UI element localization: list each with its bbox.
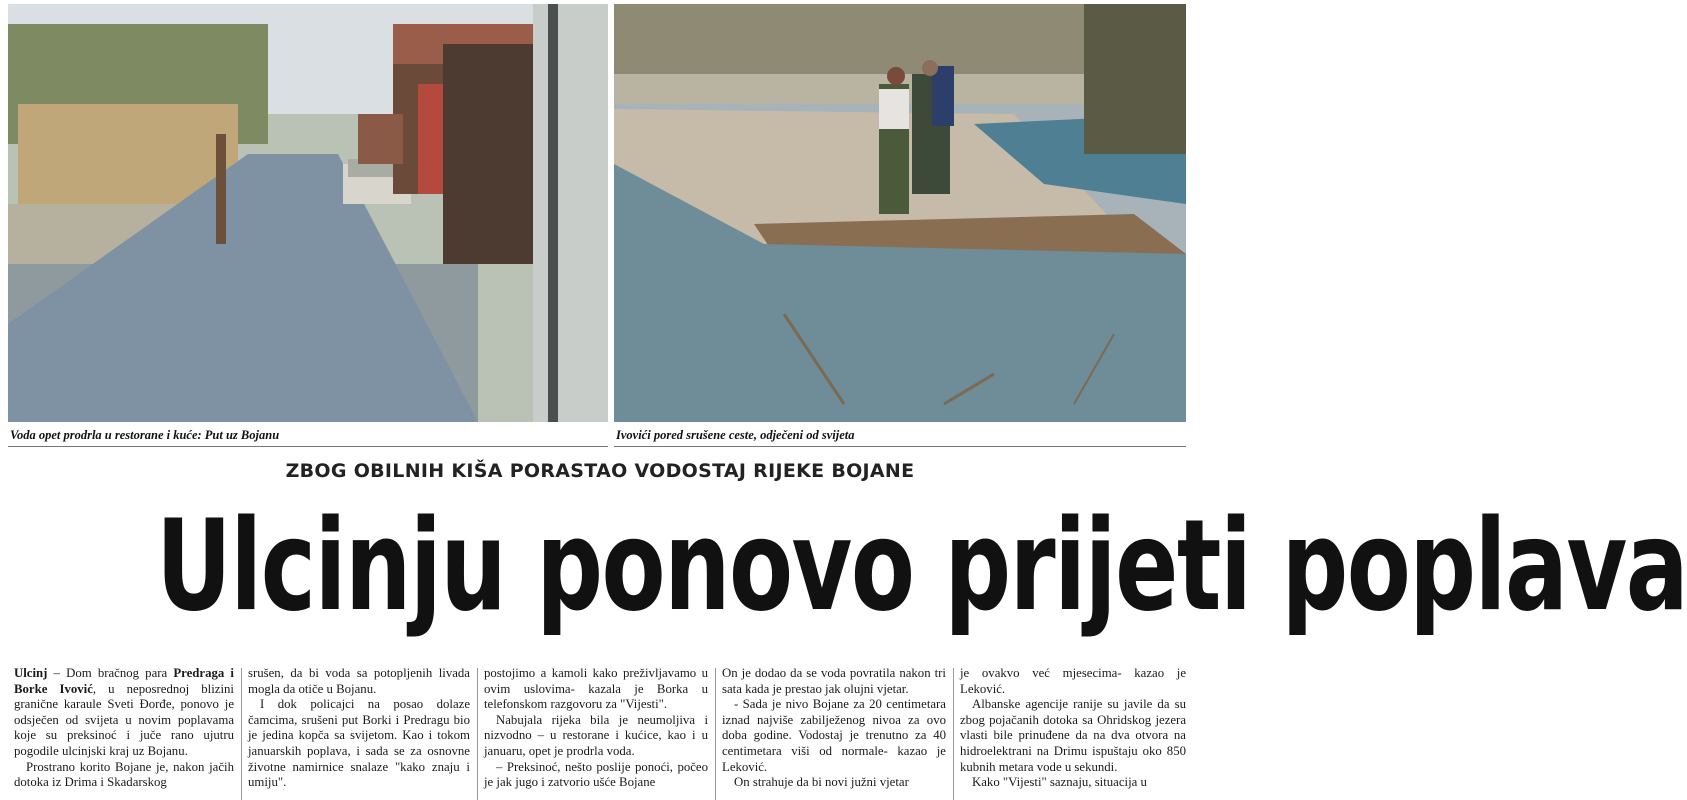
- article-headline: Ulcinju ponovo prijeti poplava: [156, 492, 1687, 639]
- paragraph: I dok policajci na posao dolaze čamcima, srušeni put Borki i Predragu bio je jedina kopča sa svijetom. Kao i tokom januarskih poplava, i sada se za osnovne životne namirnice snalaze "kako znaju i umiju".: [248, 697, 470, 790]
- dateline: Ulcinj: [14, 666, 48, 680]
- paragraph: Albanske agencije ranije su javile da su zbog pojačanih dotoka sa Ohridskog jezera vlasti bile prinuđene da na dva otvora na hidroelektrani na Drimu ispuštaju oko 850 kubnih metara vode u sekundi.: [960, 697, 1186, 774]
- paragraph: Prostrano korito Bojane je, nakon jačih dotoka iz Drima i Skadarskog: [14, 759, 234, 790]
- article-column-4: [722, 666, 946, 800]
- photo-river-broken-road: [614, 4, 1186, 422]
- caption-divider-right: [614, 446, 1186, 447]
- column-divider: [241, 668, 242, 800]
- paragraph: [14, 666, 234, 760]
- paragraph: postojimo a kamoli kako preživljavamo u ovim uslovima- kazala je Borka u telefonskom razgovoru za "Vijesti".: [484, 666, 708, 712]
- person-names: Predraga i Borke Ivović: [14, 666, 234, 696]
- paragraph-text: , u neposrednoj blizini granične karaule Sveti Đorđe, ponovo je odsječen od svijeta u novim poplavama koje su preksinoć i juče rano ujutru pogodile ulcinjski kraj uz Bojanu.: [14, 681, 234, 758]
- paragraph-text: – Dom bračnog para: [47, 666, 174, 680]
- paragraph: – Preksinoć, nešto poslije ponoći, počeo je jak jugo i zatvorio ušće Bojane: [484, 759, 708, 790]
- column-divider: [953, 668, 954, 800]
- photo-flooded-road: [8, 4, 608, 422]
- paragraph: - Sada je nivo Bojane za 20 centimetara iznad najviše zabilježenog nivoa za ovo doba godine. Vodostaj je trenutno za 40 centimetara viši od normale- kazao je Leković.: [722, 697, 946, 774]
- paragraph: Nabujala rijeka bila je neumoljiva i nizvodno – u restorane i kućice, kao i u januaru, opet je prodrla voda.: [484, 712, 708, 758]
- paragraph: On je dodao da se voda povratila nakon tri sata kada je prestao jak olujni vjetar.: [722, 666, 946, 696]
- column-divider: [477, 668, 478, 800]
- paragraph: On strahuje da bi novi južni vjetar: [734, 775, 909, 790]
- paragraph: Kako "Vijesti" saznaju, situacija u: [972, 775, 1147, 790]
- article-column-2: [248, 666, 470, 800]
- article-column-3: [484, 666, 708, 800]
- photo-caption-right: Ivovići pored srušene ceste, odječeni od svijeta: [616, 428, 855, 442]
- caption-divider-left: [8, 446, 608, 447]
- paragraph: je ovakvo već mjesecima- kazao je Leković.: [960, 666, 1186, 696]
- paragraph: srušen, da bi voda sa potopljenih livada mogla da otiče u Bojanu.: [248, 666, 470, 696]
- column-divider: [715, 668, 716, 800]
- photo-caption-left: Voda opet prodrla u restorane i kuće: Put uz Bojanu: [10, 428, 280, 442]
- article-column-1: [14, 666, 234, 800]
- article-column-5: [960, 666, 1186, 800]
- article-kicker: ZBOG OBILNIH KIŠA PORASTAO VODOSTAJ RIJEKE BOJANE: [285, 460, 915, 482]
